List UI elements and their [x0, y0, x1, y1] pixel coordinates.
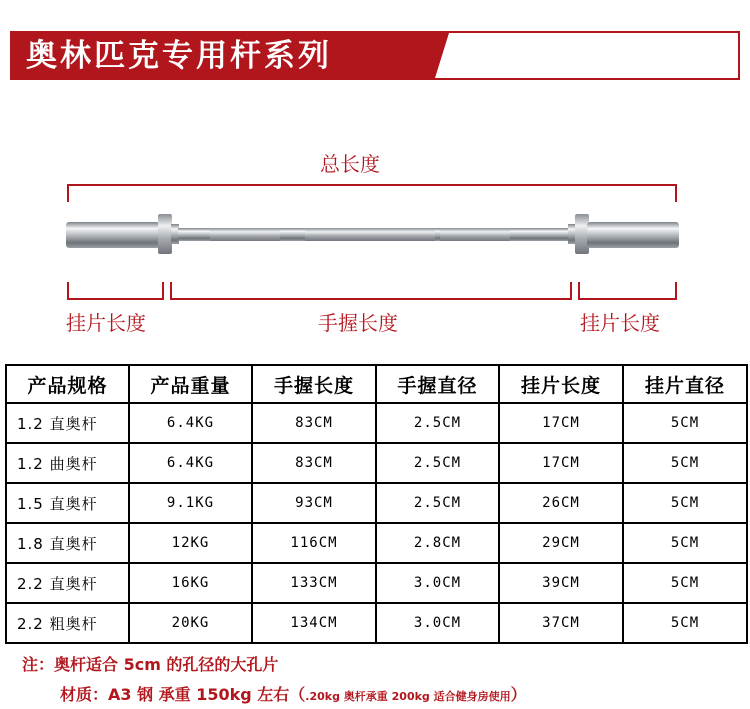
table-row [6, 443, 747, 483]
plate-diameter-cell: 5CM [623, 563, 747, 603]
grip-diameter-cell: 3.0CM [376, 563, 499, 603]
table-row [6, 563, 747, 603]
grip-length-cell: 116CM [252, 523, 376, 563]
spec-cell: 2.2 直奥杆 [6, 563, 129, 603]
right-collar [575, 214, 589, 254]
spec-cell: 1.2 曲奥杆 [6, 443, 129, 483]
weight-cell: 16KG [129, 563, 252, 603]
weight-cell: 9.1KG [129, 483, 252, 523]
note-material-main: 材质：A3 钢 承重 150kg 左右（ [60, 685, 306, 704]
grip-length-cell: 83CM [252, 443, 376, 483]
grip-length-cell: 133CM [252, 563, 376, 603]
barbell-image [60, 210, 690, 258]
note-material [60, 682, 527, 705]
plate-diameter-cell: 5CM [623, 403, 747, 443]
weight-cell: 6.4KG [129, 443, 252, 483]
note-material-detail: .20kg 奥杆承重 200kg 适合健身房使用 [305, 690, 511, 703]
table-row [6, 403, 747, 443]
plate-length-cell: 37CM [499, 603, 623, 643]
plate-length-cell: 26CM [499, 483, 623, 523]
knurl-right [440, 228, 510, 241]
plate-diameter-cell: 5CM [623, 523, 747, 563]
plate-length-cell: 17CM [499, 403, 623, 443]
plate-length-right-bracket [578, 282, 677, 300]
plate-length-left-label: 挂片长度 [66, 311, 146, 335]
weight-cell: 20KG [129, 603, 252, 643]
plate-length-cell: 17CM [499, 443, 623, 483]
grip-length-label: 手握长度 [318, 311, 398, 335]
header-cell: 产品规格 [6, 365, 129, 403]
spec-cell: 1.8 直奥杆 [6, 523, 129, 563]
plate-length-left-bracket [67, 282, 164, 300]
plate-length-cell: 39CM [499, 563, 623, 603]
header-cell: 手握直径 [376, 365, 499, 403]
plate-diameter-cell: 5CM [623, 483, 747, 523]
plate-length-right-label: 挂片长度 [580, 311, 660, 335]
weight-cell: 6.4KG [129, 403, 252, 443]
grip-length-cell: 93CM [252, 483, 376, 523]
knurl-left [210, 228, 280, 241]
header-cell: 挂片长度 [499, 365, 623, 403]
grip-diameter-cell: 2.5CM [376, 483, 499, 523]
weight-cell: 12KG [129, 523, 252, 563]
left-sleeve [66, 222, 160, 248]
table-header-row [6, 365, 747, 403]
header-cell: 手握长度 [252, 365, 376, 403]
header-cell: 产品重量 [129, 365, 252, 403]
plate-diameter-cell: 5CM [623, 603, 747, 643]
note-hole-size: 注：奥杆适合 5cm 的孔径的大孔片 [22, 655, 279, 674]
grip-diameter-cell: 2.5CM [376, 443, 499, 483]
note-material-end: ） [510, 685, 527, 704]
right-sleeve [587, 222, 679, 248]
grip-diameter-cell: 2.5CM [376, 403, 499, 443]
total-length-bracket [67, 184, 677, 202]
spec-cell: 1.2 直奥杆 [6, 403, 129, 443]
table-row [6, 483, 747, 523]
header-cell: 挂片直径 [623, 365, 747, 403]
banner-title: 奥林匹克专用杆系列 [26, 38, 332, 74]
grip-length-bracket [170, 282, 572, 300]
plate-diameter-cell: 5CM [623, 443, 747, 483]
grip-length-cell: 134CM [252, 603, 376, 643]
title-banner [10, 31, 740, 80]
plate-length-cell: 29CM [499, 523, 623, 563]
knurl-center [305, 228, 435, 241]
spec-table [5, 364, 748, 644]
grip-diameter-cell: 2.8CM [376, 523, 499, 563]
grip-diameter-cell: 3.0CM [376, 603, 499, 643]
spec-cell: 2.2 粗奥杆 [6, 603, 129, 643]
table-row [6, 523, 747, 563]
grip-length-cell: 83CM [252, 403, 376, 443]
table-row [6, 603, 747, 643]
spec-cell: 1.5 直奥杆 [6, 483, 129, 523]
total-length-label: 总长度 [320, 152, 380, 176]
left-collar [158, 214, 172, 254]
